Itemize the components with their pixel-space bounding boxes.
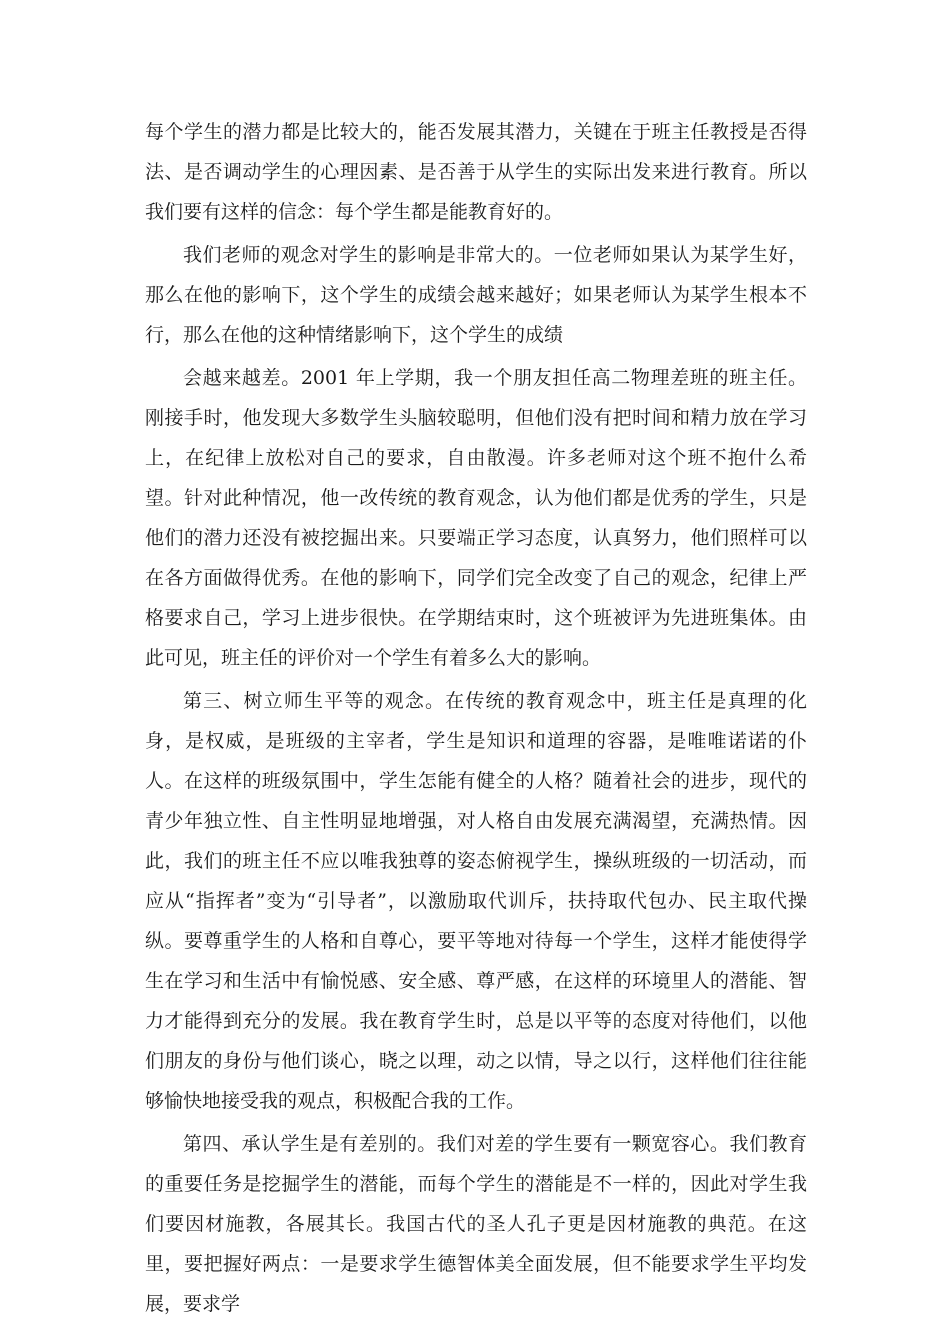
paragraph: 第三、树立师生平等的观念。在传统的教育观念中，班主任是真理的化身，是权威，是班级的主宰者，学生是知识和道理的容器，是唯唯诺诺的仆人。在这样的班级氛围中，学生怎能有健全的人格？随着社会的进步，现代的青少年独立性、自主性明显地增强，对人格自由发展充满渴望，充满热情。因此，我们的班主任不应以唯我独尊的姿态俯视学生，操纵班级的一切活动，而应从“指挥者”变为“引导者”，以激励取代训斥，扶持取代包办、民主取代操纵。要尊重学生的人格和自尊心，要平等地对待每一个学生，这样才能使得学生在学习和生活中有愉悦感、安全感、尊严感，在这样的环境里人的潜能、智力才能得到充分的发展。我在教育学生时，总是以平等的态度对待他们，以他们朋友的身份与他们谈心，晓之以理，动之以情，导之以行，这样他们往往能够愉快地接受我的观点，积极配合我的工作。 — [145, 690, 807, 1112]
paragraph: 每个学生的潜力都是比较大的，能否发展其潜力，关键在于班主任教授是否得法、是否调动学生的心理因素、是否善于从学生的实际出发来进行教育。所以我们要有这样的信念：每个学生都是能教育好的。 — [145, 121, 807, 223]
paragraph: 第四、承认学生是有差别的。我们对差的学生要有一颗宽容心。我们教育的重要任务是挖掘学生的潜能，而每个学生的潜能是不一样的，因此对学生我们要因材施教，各展其长。我国古代的圣人孔子更是因材施教的典范。在这里，要把握好两点：一是要求学生德智体美全面发展，但不能要求学生平均发展，要求学 — [145, 1133, 807, 1315]
paragraph: 我们老师的观念对学生的影响是非常大的。一位老师如果认为某学生好，那么在他的影响下，这个学生的成绩会越来越好；如果老师认为某学生根本不行，那么在他的这种情绪影响下，这个学生的成绩 — [145, 244, 807, 346]
document-body — [145, 112, 807, 1327]
paragraph: 会越来越差。2001 年上学期，我一个朋友担任高二物理差班的班主任。刚接手时，他发现大多数学生头脑较聪明，但他们没有把时间和精力放在学习上，在纪律上放松对自己的要求，自由散漫。许多老师对这个班不抱什么希望。针对此种情况，他一改传统的教育观念，认为他们都是优秀的学生，只是他们的潜力还没有被挖掘出来。只要端正学习态度，认真努力，他们照样可以在各方面做得优秀。在他的影响下，同学们完全改变了自己的观念，纪律上严格要求自己，学习上进步很快。在学期结束时，这个班被评为先进班集体。由此可见，班主任的评价对一个学生有着多么大的影响。 — [145, 367, 807, 669]
